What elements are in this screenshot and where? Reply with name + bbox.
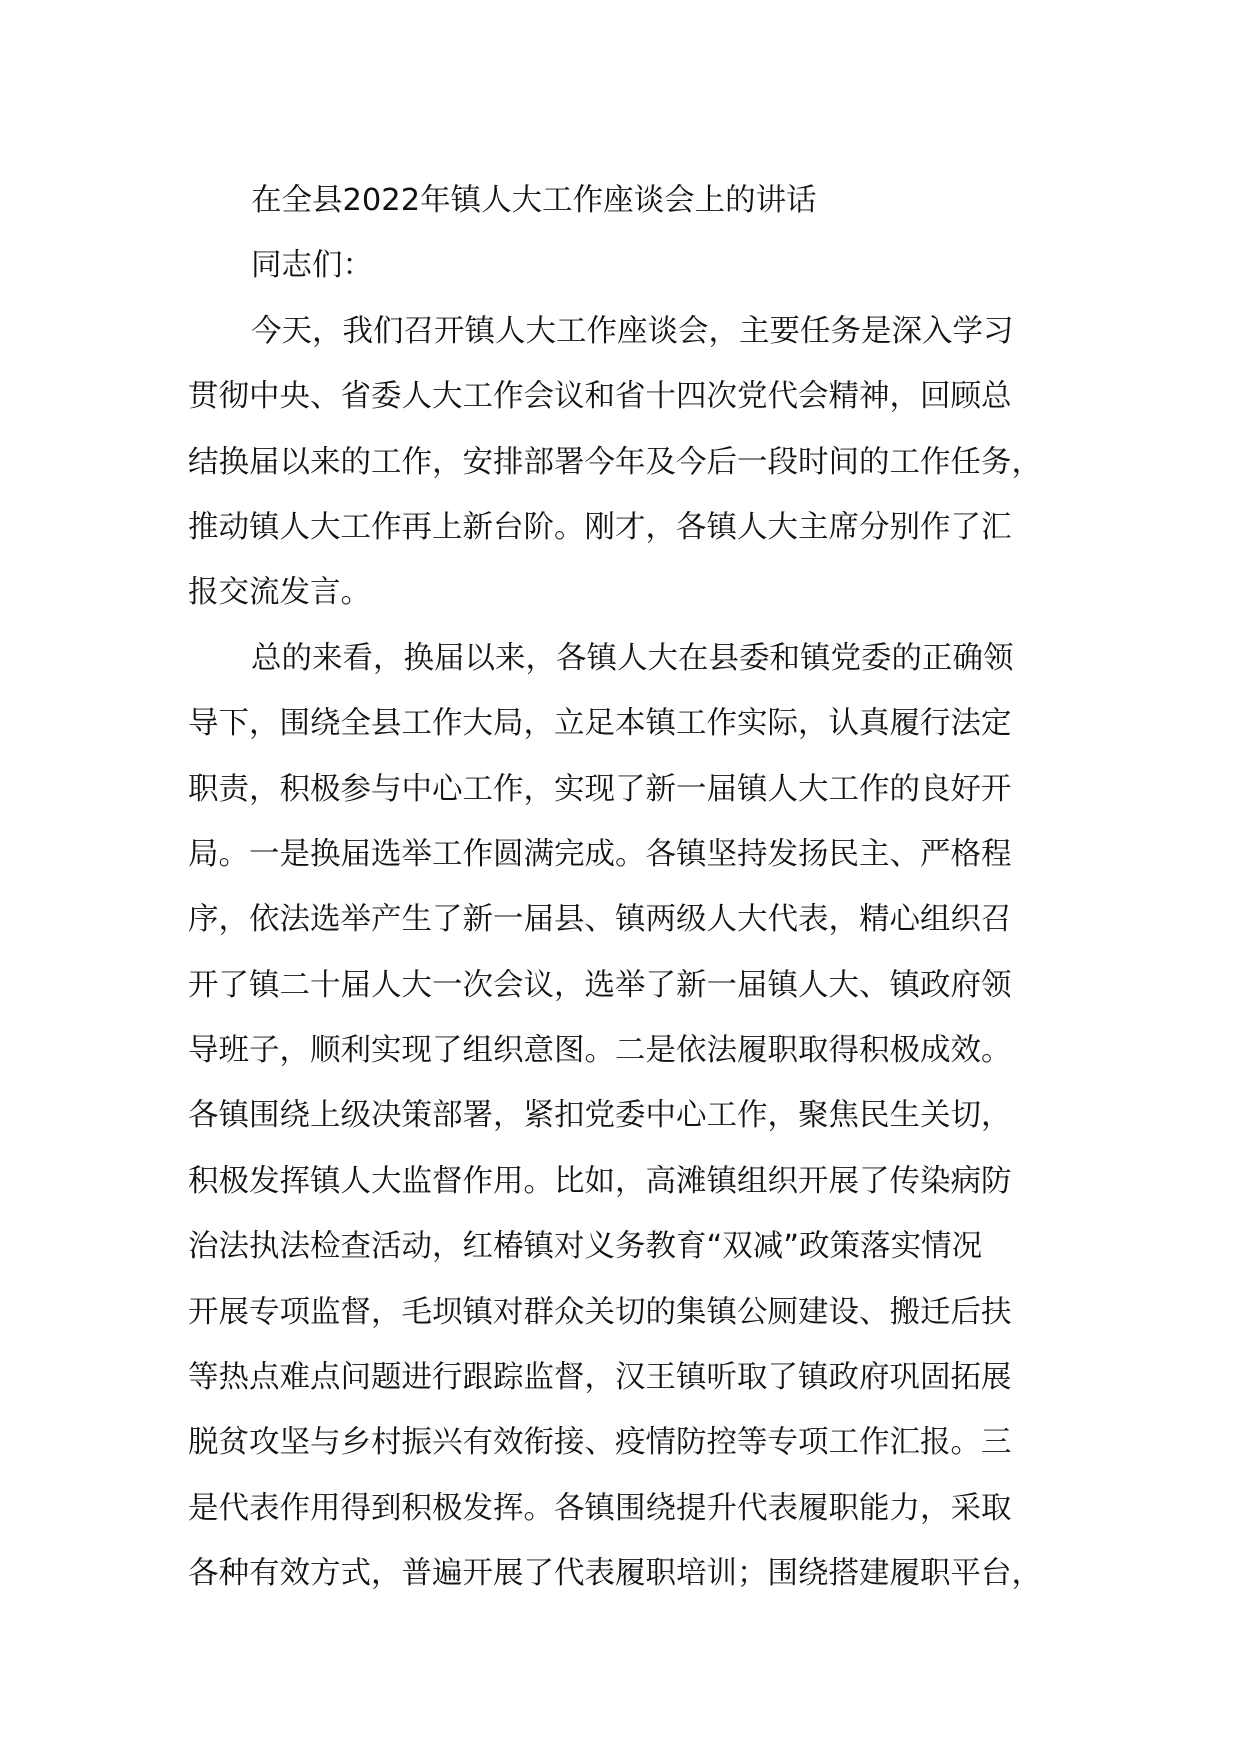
paragraph-2-line-15: 各种有效方式，普遍开展了代表履职培训；围绕搭建履职平台， [188, 1556, 1042, 1592]
paragraph-2-line-11: 开展专项监督，毛坝镇对群众关切的集镇公厕建设、搬迁后扶 [188, 1294, 1012, 1330]
document-body [188, 168, 1088, 1607]
paragraph-2-line-14: 是代表作用得到积极发挥。各镇围绕提升代表履职能力，采取 [188, 1490, 1012, 1526]
paragraph-2-line-6: 开了镇二十届人大一次会议，选举了新一届镇人大、镇政府领 [188, 967, 1012, 1003]
document-title: 在全县2022年镇人大工作座谈会上的讲话 [251, 183, 817, 218]
paragraph-2-line-5: 序，依法选举产生了新一届县、镇两级人大代表，精心组织召 [188, 902, 1012, 938]
paragraph-2-line-2: 导下，围绕全县工作大局，立足本镇工作实际，认真履行法定 [188, 706, 1012, 742]
paragraph-1-line-4: 推动镇人大工作再上新台阶。刚才，各镇人大主席分别作了汇 [188, 509, 1012, 545]
paragraph-1-line-1: 今天，我们召开镇人大工作座谈会，主要任务是深入学习 [251, 313, 1014, 349]
paragraph-2-line-1: 总的来看，换届以来，各镇人大在县委和镇党委的正确领 [251, 640, 1014, 676]
paragraph-1-line-5: 报交流发言。 [188, 575, 371, 611]
paragraph-2-line-8: 各镇围绕上级决策部署，紧扣党委中心工作，聚焦民生关切， [188, 1098, 1012, 1134]
paragraph-2-line-3: 职责，积极参与中心工作，实现了新一届镇人大工作的良好开 [188, 771, 1012, 807]
paragraph-1-line-3: 结换届以来的工作，安排部署今年及今后一段时间的工作任务， [188, 444, 1042, 480]
paragraph-2-line-12: 等热点难点问题进行跟踪监督，汉王镇听取了镇政府巩固拓展 [188, 1360, 1012, 1396]
paragraph-2-line-13: 脱贫攻坚与乡村振兴有效衔接、疫情防控等专项工作汇报。三 [188, 1425, 1012, 1461]
paragraph-1-line-2: 贯彻中央、省委人大工作会议和省十四次党代会精神，回顾总 [188, 379, 1012, 415]
salutation: 同志们： [251, 248, 373, 284]
paragraph-2-line-10: 治法执法检查活动，红椿镇对义务教育“双减”政策落实情况 [188, 1229, 983, 1265]
paragraph-2-line-7: 导班子，顺利实现了组织意图。二是依法履职取得积极成效。 [188, 1033, 1012, 1069]
paragraph-2-line-9: 积极发挥镇人大监督作用。比如，高滩镇组织开展了传染病防 [188, 1163, 1012, 1199]
paragraph-2-line-4: 局。一是换届选举工作圆满完成。各镇坚持发扬民主、严格程 [188, 836, 1012, 872]
